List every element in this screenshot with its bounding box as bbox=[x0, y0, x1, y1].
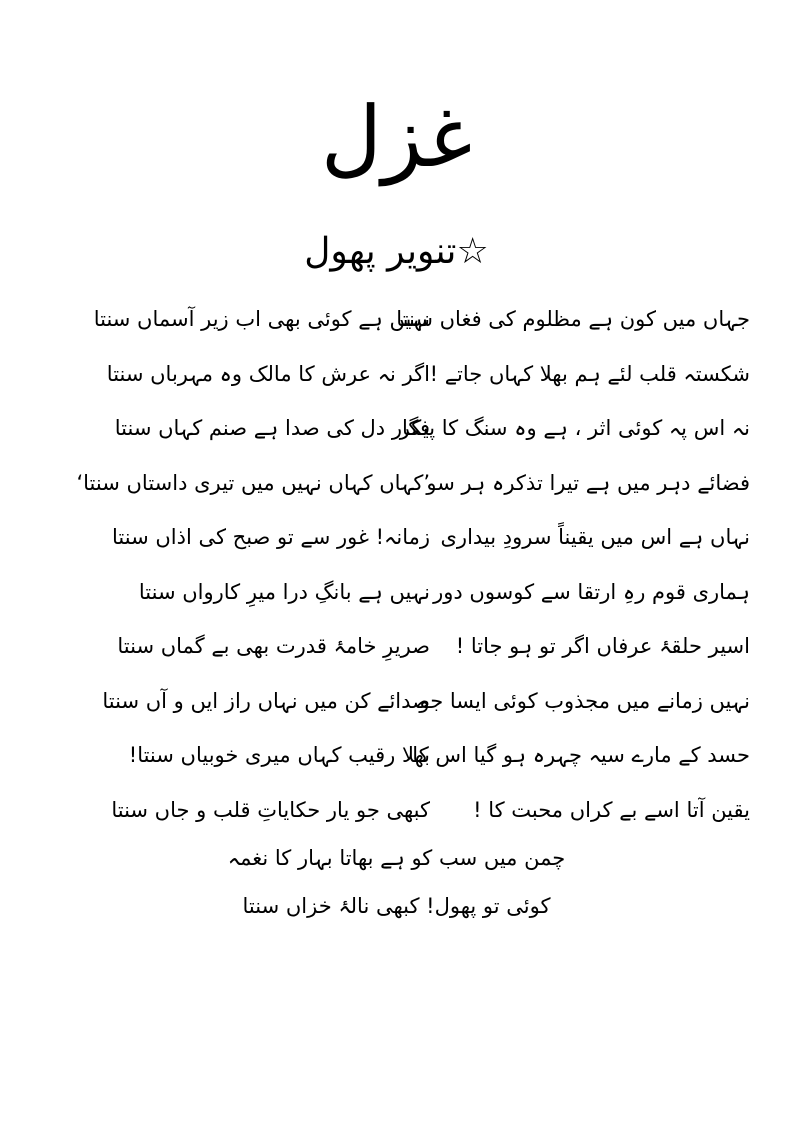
first-misra: شکستہ قلب لئے ہم بھلا کہاں جاتے ! bbox=[429, 361, 750, 386]
couplet bbox=[100, 401, 750, 456]
second-misra: فگار دل کی صدا ہے صنم کہاں سنتا bbox=[114, 416, 430, 441]
maqta-second-line: کوئی تو پھول! کبھی نالۂ خزاں سنتا bbox=[242, 894, 551, 918]
first-misra: نہاں ہے اس میں یقیناً سرودِ بیداری bbox=[440, 525, 750, 550]
poet-name: ☆تنویر پھول bbox=[304, 231, 489, 272]
second-misra: اگر نہ عرش کا مالک وہ مہرباں سنتا bbox=[106, 361, 430, 386]
second-misra: صدائے کن میں نہاں راز ایں و آں سنتا bbox=[102, 688, 430, 713]
couplet bbox=[100, 674, 750, 729]
second-misra: ’کہاں کہاں نہیں میں تیری داستاں سنتا‘ bbox=[76, 470, 430, 495]
first-misra: اسیر حلقۂ عرفاں اگر تو ہو جاتا ! bbox=[455, 634, 750, 659]
first-misra: نہیں زمانے میں مجذوب کوئی ایسا جو bbox=[419, 688, 750, 713]
first-misra: فضائے دہر میں ہے تیرا تذکرہ ہر سو bbox=[426, 470, 750, 495]
couplets-list bbox=[76, 292, 750, 837]
couplet bbox=[93, 292, 750, 347]
first-misra: یقین آتا اسے بے کراں محبت کا ! bbox=[473, 797, 750, 822]
second-misra: نہیں ہے کوئی بھی اب زیر آسماں سنتا bbox=[93, 307, 430, 332]
couplet bbox=[100, 510, 750, 565]
first-misra: جہاں میں کون ہے مظلوم کی فغاں سنتا bbox=[396, 307, 750, 332]
second-misra: صریرِ خامۂ قدرت بھی بے گماں سنتا bbox=[117, 634, 430, 659]
first-misra: نہ اس پہ کوئی اثر ، ہے وہ سنگ کا پیکر bbox=[399, 416, 750, 441]
couplet bbox=[100, 783, 750, 838]
couplet bbox=[100, 728, 750, 783]
maqta bbox=[0, 834, 793, 930]
couplet bbox=[76, 456, 750, 511]
second-misra: کبھی جو یار حکایاتِ قلب و جاں سنتا bbox=[111, 797, 430, 822]
second-misra: نہیں ہے بانگِ درا میرِ کارواں سنتا bbox=[138, 579, 430, 604]
poem-title: غزل bbox=[320, 88, 473, 186]
couplet bbox=[100, 565, 750, 620]
second-misra: بھلا رقیب کہاں میری خوبیاں سنتا! bbox=[128, 743, 430, 768]
couplet bbox=[100, 347, 750, 402]
first-misra: حسد کے مارے سیہ چہرہ ہو گیا اس کا bbox=[412, 743, 750, 768]
couplet bbox=[100, 619, 750, 674]
first-misra: ہماری قوم رہِ ارتقا سے کوسوں دور bbox=[433, 579, 750, 604]
maqta-first-line: چمن میں سب کو ہے بھاتا بہار کا نغمہ bbox=[227, 846, 566, 870]
second-misra: زمانہ! غور سے تو صبح کی اذاں سنتا bbox=[112, 525, 430, 550]
